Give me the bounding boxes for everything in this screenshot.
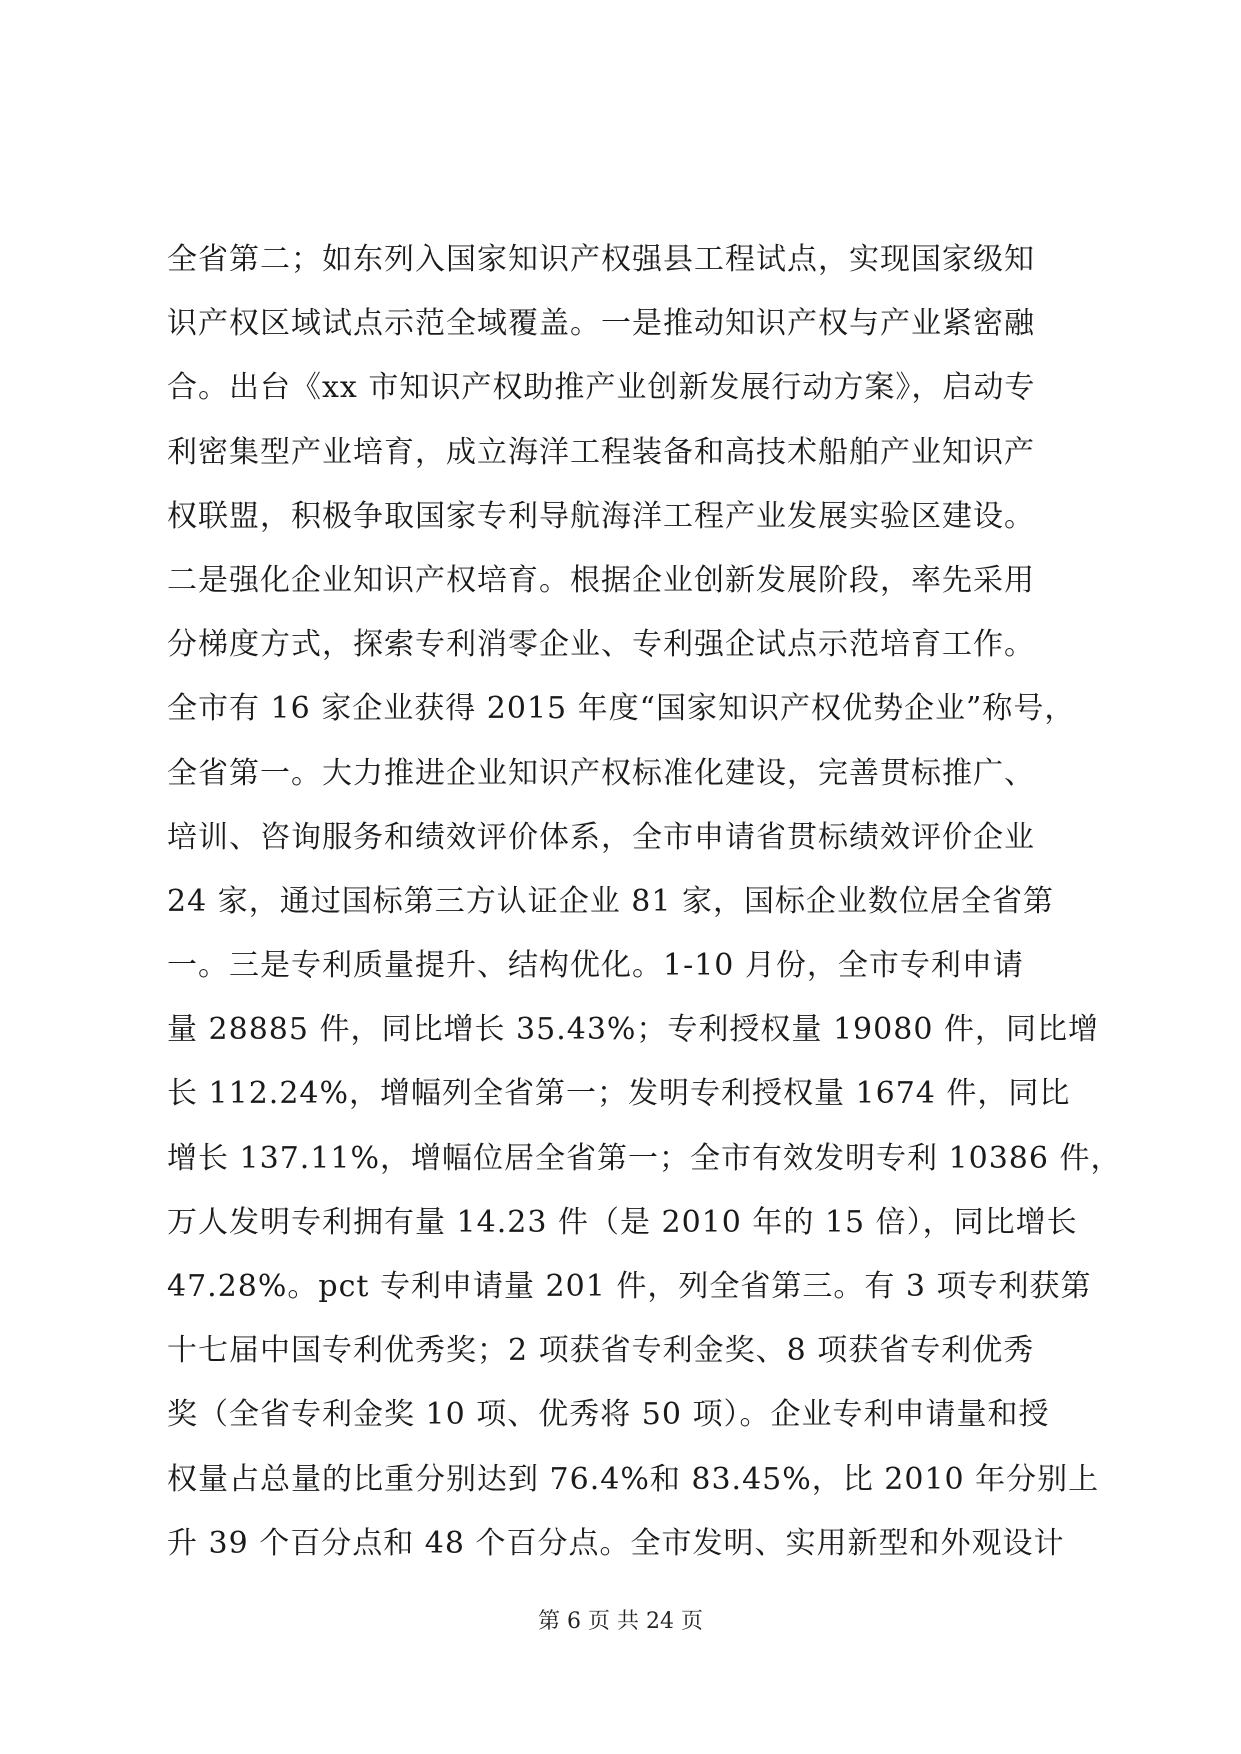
- text-line: 利密集型产业培育，成立海洋工程装备和高技术船舶产业知识产: [167, 434, 1035, 470]
- text-line: 一。三是专利质量提升、结构优化。1-10 月份，全市专利申请: [167, 948, 1024, 984]
- text-line: 全市有 16 家企业获得 2015 年度“国家知识产权优势企业”称号，: [167, 691, 1076, 727]
- text-line: 合。出台《xx 市知识产权助推产业创新发展行动方案》，启动专: [167, 370, 1036, 406]
- text-line: 二是强化企业知识产权培育。根据企业创新发展阶段，率先采用: [167, 562, 1035, 598]
- body-text: [167, 228, 1122, 1576]
- text-line: 升 39 个百分点和 48 个百分点。全市发明、实用新型和外观设计: [167, 1525, 1065, 1561]
- text-line: 培训、咨询服务和绩效评价体系，全市申请省贯标绩效评价企业: [167, 819, 1035, 855]
- text-line: 十七届中国专利优秀奖；2 项获省专利金奖、8 项获省专利优秀: [167, 1333, 1035, 1369]
- text-line: 全省第二；如东列入国家知识产权强县工程试点，实现国家级知: [167, 242, 1035, 277]
- text-line: 万人发明专利拥有量 14.23 件（是 2010 年的 15 倍），同比增长: [167, 1204, 1078, 1240]
- text-line: 24 家，通过国标第三方认证企业 81 家，国标企业数位居全省第: [167, 883, 1054, 919]
- text-line: 长 112.24%，增幅列全省第一；发明专利授权量 1674 件，同比: [167, 1076, 1071, 1112]
- text-line: 增长 137.11%，增幅位居全省第一；全市有效发明专利 10386 件，: [167, 1140, 1122, 1176]
- text-line: 权量占总量的比重分别达到 76.4%和 83.45%，比 2010 年分别上: [167, 1461, 1100, 1497]
- page-number-footer: 第 6 页 共 24 页: [538, 1609, 703, 1634]
- text-line: 量 28885 件，同比增长 35.43%；专利授权量 19080 件，同比增: [167, 1012, 1099, 1048]
- text-line: 全省第一。大力推进企业知识产权标准化建设，完善贯标推广、: [167, 755, 1035, 791]
- text-line: 奖（全省专利金奖 10 项、优秀将 50 项）。企业专利申请量和授: [167, 1397, 1050, 1433]
- text-line: 权联盟，积极争取国家专利导航海洋工程产业发展实验区建设。: [167, 498, 1035, 534]
- text-line: 分梯度方式，探索专利消零企业、专利强企试点示范培育工作。: [167, 627, 1035, 663]
- text-line: 识产权区域试点示范全域覆盖。一是推动知识产权与产业紧密融: [167, 306, 1035, 342]
- text-line: 47.28%。pct 专利申请量 201 件，列全省第三。有 3 项专利获第: [167, 1269, 1092, 1304]
